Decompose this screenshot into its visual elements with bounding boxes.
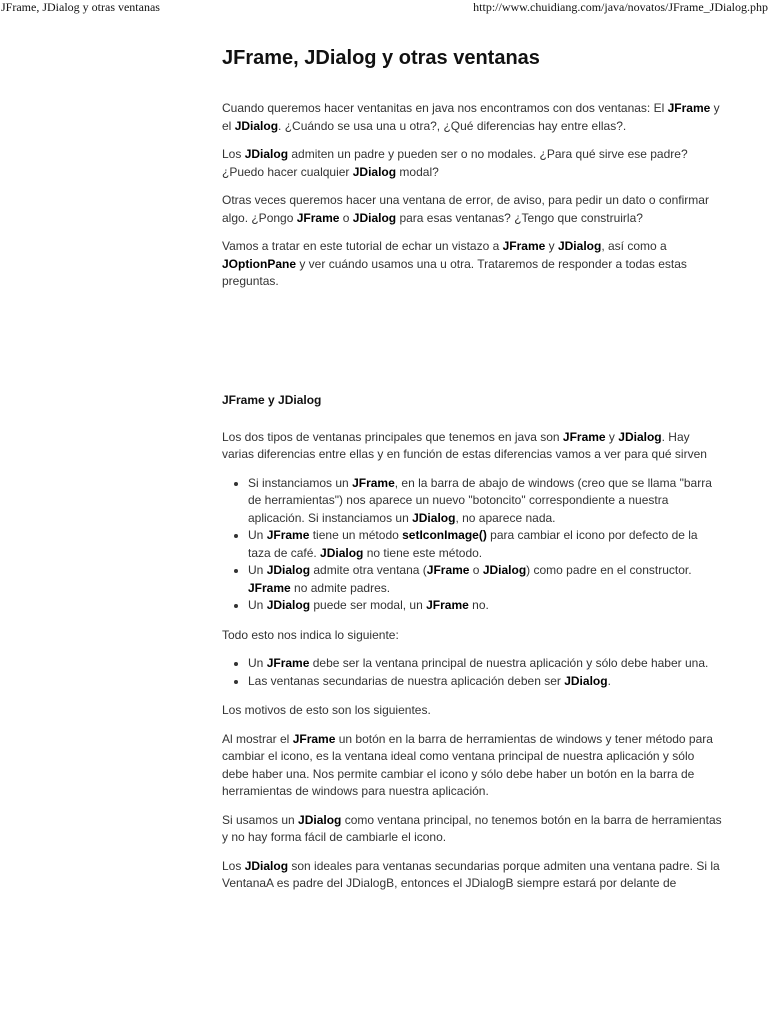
bold-term: JOptionPane <box>222 256 297 271</box>
bold-term: JFrame <box>248 580 291 595</box>
bold-term: JFrame <box>266 528 310 542</box>
reasons-paragraph: Si usamos un JDialog como ventana principal, no tenemos botón en la barra de herramientas y no hay forma fácil de cambiarle el icono. <box>222 812 722 844</box>
bold-term: JDialog <box>352 210 397 225</box>
article <box>222 44 722 904</box>
print-header-title: JFrame, JDialog y otras ventanas <box>1 0 160 14</box>
reasons-paragraph: Al mostrar el JFrame un botón en la barra de herramientas de windows y tener método para cambiar el icono, es la ventana ideal como ventana principal de nuestra aplicación y sólo debe haber una. Nos permite cambiar el icono y sólo debe haber un botón en la barra de herramientas de windows para nuestra aplicación. <box>222 731 713 798</box>
intro-paragraph: Los JDialog admiten un padre y pueden ser o no modales. ¿Para qué sirve ese padre? ¿Puedo hacer cualquier JDialog modal? <box>222 147 688 179</box>
summary-list <box>222 655 722 690</box>
bold-term: JDialog <box>266 598 311 612</box>
bold-term: JDialog <box>244 147 289 161</box>
intro-paragraph: Cuando queremos hacer ventanitas en java nos encontramos con dos ventanas: El JFrame y el JDialog. ¿Cuándo se usa una u otra?, ¿Qué diferencias hay entre ellas?. <box>222 101 720 133</box>
bold-term: JDialog <box>557 239 602 253</box>
bold-term: setIconImage() <box>402 528 487 542</box>
bold-term: JDialog <box>482 563 527 577</box>
list-item: • Un JFrame debe ser la ventana principal de nuestra aplicación y sólo debe haber una. <box>248 655 722 673</box>
reasons-paragraph: Los JDialog son ideales para ventanas secundarias porque admiten una ventana padre. Si la VentanaA es padre del JDialogB, entonces el JDialogB siempre estará por delante de <box>222 858 720 890</box>
bold-term: JDialog <box>244 858 289 873</box>
bold-term: JFrame <box>426 563 470 577</box>
bold-term: JDialog <box>320 545 364 560</box>
section-title: JFrame y JDialog <box>222 392 322 407</box>
section-intro-paragraph: Los dos tipos de ventanas principales que tenemos en java son JFrame y JDialog. Hay varias diferencias entre ellas y en función de estas diferencias vamos a ver para qué sirven <box>222 429 707 461</box>
bold-term: JFrame <box>296 210 340 225</box>
bold-term: JFrame <box>352 475 395 490</box>
reasons-paragraph: Los motivos de esto son los siguientes. <box>222 703 431 717</box>
page-title: JFrame, JDialog y otras ventanas <box>222 47 540 69</box>
list-item: • Las ventanas secundarias de nuestra aplicación deben ser JDialog. <box>248 673 722 691</box>
bold-term: JDialog <box>234 118 279 133</box>
list-item: • Un JDialog admite otra ventana (JFrame o JDialog) como padre en el constructor. JFrame no admite padres. <box>248 562 722 597</box>
bold-term: JFrame <box>292 731 336 746</box>
bold-term: JDialog <box>618 429 662 444</box>
list-item: • Un JFrame tiene un método setIconImage() para cambiar el icono por defecto de la taza de café. JDialog no tiene este método. <box>248 527 722 562</box>
bold-term: JDialog <box>352 164 397 179</box>
bold-term: JDialog <box>298 812 342 827</box>
bold-term: JFrame <box>266 656 310 670</box>
bold-term: JDialog <box>412 510 456 525</box>
summary-intro-paragraph: Todo esto nos indica lo siguiente: <box>222 627 399 642</box>
list-item: • Un JDialog puede ser modal, un JFrame no. <box>248 597 722 615</box>
intro-paragraph: Vamos a tratar en este tutorial de echar un vistazo a JFrame y JDialog, así como a JOptionPane y ver cuándo usamos una u otra. Trataremos de responder a todas estas preguntas. <box>222 239 687 288</box>
differences-list <box>222 475 722 615</box>
print-header <box>0 0 768 16</box>
bold-term: JFrame <box>426 598 469 612</box>
bold-term: JFrame <box>667 101 711 115</box>
list-item: • Si instanciamos un JFrame, en la barra de abajo de windows (creo que se llama "barra de herramientas") nos aparece un nuevo "botoncito" correspondiente a nuestra aplicación. Si instanciamos un JDialog, no aparece nada. <box>248 475 722 528</box>
bold-term: JDialog <box>564 673 608 688</box>
bold-term: JFrame <box>502 239 546 253</box>
bold-term: JFrame <box>562 429 606 444</box>
section-spacer <box>222 302 722 392</box>
print-header-url: http://www.chuidiang.com/java/novatos/JFrame_JDialog.php <box>473 0 768 14</box>
bold-term: JDialog <box>266 563 311 577</box>
intro-paragraph: Otras veces queremos hacer una ventana de error, de aviso, para pedir un dato o confirmar algo. ¿Pongo JFrame o JDialog para esas ventanas? ¿Tengo que construirla? <box>222 193 709 225</box>
